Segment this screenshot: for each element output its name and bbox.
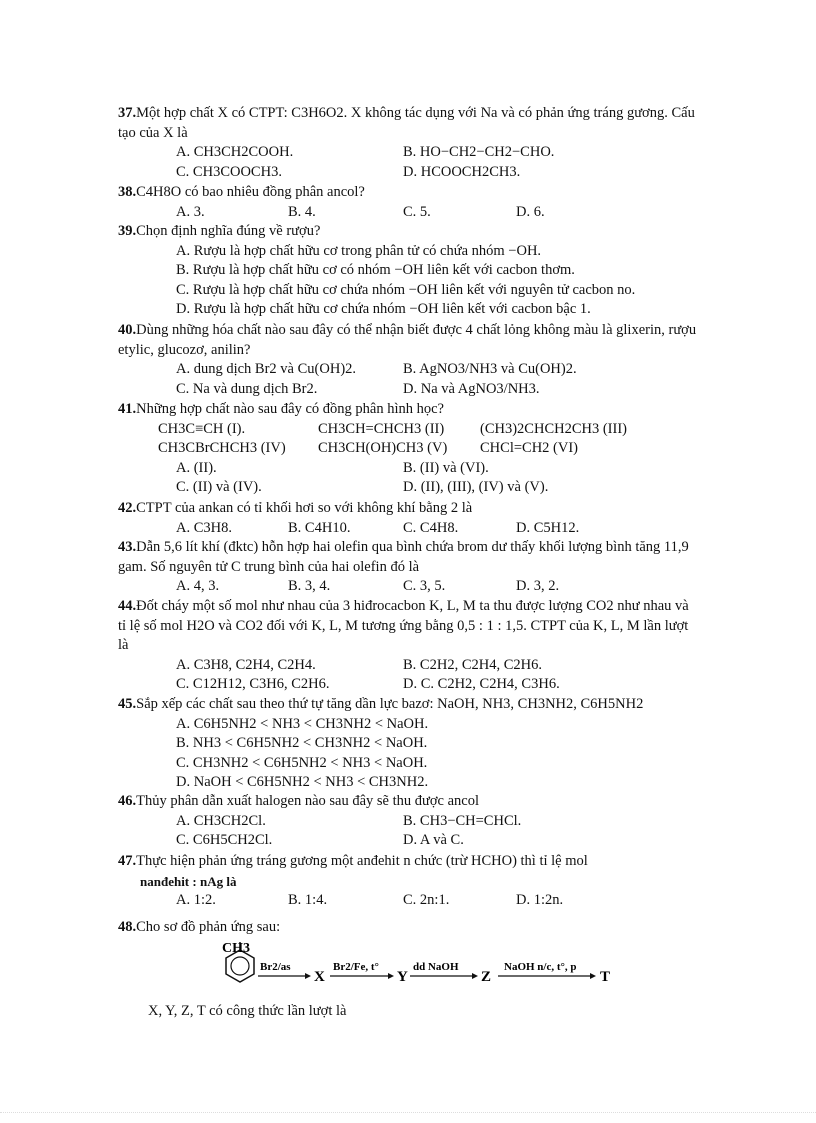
product-x: X bbox=[314, 969, 325, 985]
question-number: 48. bbox=[118, 919, 137, 935]
question-stem: Chọn định nghĩa đúng về rượu? bbox=[136, 223, 321, 239]
question-stem: Thủy phân dẫn xuất halogen nào sau đây sẽ thu được ancol bbox=[136, 793, 480, 809]
option-a: A. 1:2. bbox=[176, 892, 216, 908]
arrow-4-label: NaOH n/c, t°, p bbox=[504, 961, 577, 973]
option-b: B. HO−CH2−CH2−CHO. bbox=[403, 144, 555, 160]
option-d: D. 1:2n. bbox=[516, 892, 564, 908]
question-number: 45. bbox=[118, 696, 137, 712]
question-45 bbox=[118, 695, 698, 793]
option-a: A. CH3CH2Cl. bbox=[176, 812, 266, 829]
question-number: 44. bbox=[118, 598, 137, 614]
option-b: B. 1:4. bbox=[288, 892, 328, 908]
option-b: B. AgNO3/NH3 và Cu(OH)2. bbox=[403, 361, 577, 377]
option-b: B. NH3 < C6H5NH2 < CH3NH2 < NaOH. bbox=[176, 735, 428, 751]
question-stem: Dùng những hóa chất nào sau đây có thể nhận biết được 4 chất lỏng không màu là glixerin, rượu etylic, glucozơ, anilin? bbox=[118, 322, 697, 358]
option-a: A. C6H5NH2 < NH3 < CH3NH2 < NaOH. bbox=[176, 715, 429, 732]
compound-1: CH3C≡CH (I). bbox=[158, 420, 246, 437]
option-d: D. 3, 2. bbox=[516, 578, 560, 594]
option-a: A. CH3CH2COOH. bbox=[176, 144, 294, 160]
option-c: C. 2n:1. bbox=[403, 892, 450, 908]
option-b: B. (II) và (VI). bbox=[403, 459, 489, 476]
option-c: C. C12H12, C3H6, C2H6. bbox=[176, 676, 330, 692]
question-40 bbox=[118, 321, 698, 399]
option-c: C. CH3NH2 < C6H5NH2 < NH3 < NaOH. bbox=[176, 754, 428, 771]
option-b: B. 3, 4. bbox=[288, 578, 331, 594]
option-c: C. 5. bbox=[403, 203, 431, 220]
question-stem: C4H8O có bao nhiêu đồng phân ancol? bbox=[136, 184, 365, 200]
mole-ratio: nanđehit : nAg là bbox=[140, 873, 237, 889]
option-d: D. NaOH < C6H5NH2 < NH3 < CH3NH2. bbox=[176, 774, 429, 790]
option-a: A. Rượu là hợp chất hữu cơ trong phân tử có chứa nhóm −OH. bbox=[176, 242, 542, 259]
option-c: C. 3, 5. bbox=[403, 578, 446, 594]
question-46 bbox=[118, 792, 698, 851]
option-a: A. 3. bbox=[176, 203, 205, 220]
option-a: A. 4, 3. bbox=[176, 578, 220, 594]
question-stem: Cho sơ đồ phản ứng sau: bbox=[136, 919, 281, 935]
option-a: A. (II). bbox=[176, 459, 217, 476]
product-y: Y bbox=[397, 969, 408, 985]
option-b: B. C4H10. bbox=[288, 519, 351, 536]
followup-text: X, Y, Z, T có công thức lần lượt là bbox=[148, 1003, 347, 1019]
reaction-scheme-svg bbox=[210, 936, 630, 992]
question-number: 37. bbox=[118, 105, 137, 121]
product-z: Z bbox=[481, 969, 492, 985]
option-d: D. A và C. bbox=[403, 832, 464, 848]
option-c: C. Na và dung dịch Br2. bbox=[176, 380, 318, 397]
question-stem: Những hợp chất nào sau đây có đồng phân hình học? bbox=[136, 401, 444, 417]
question-42 bbox=[118, 499, 698, 538]
compound-4: CH3CBrCHCH3 (IV) bbox=[158, 440, 286, 456]
question-48 bbox=[118, 918, 698, 938]
question-stem: Đốt cháy một số mol như nhau của 3 hiđrocacbon K, L, M ta thu được lượng CO2 như nhau và tỉ lệ số mol H2O và CO2 đối với K, L, M tương ứng bằng 0,5 : 1 : 1,5. CTPT của K, L, M lần lượt là bbox=[118, 598, 689, 653]
compound-5: CH3CH(OH)CH3 (V) bbox=[318, 440, 448, 456]
arrow-2-head bbox=[388, 973, 394, 979]
option-d: D. Rượu là hợp chất hữu cơ chứa nhóm −OH liên kết với cacbon bậc 1. bbox=[176, 301, 591, 317]
question-47 bbox=[118, 852, 698, 911]
page-bottom-divider bbox=[0, 1112, 816, 1113]
question-number: 43. bbox=[118, 539, 137, 555]
option-d: D. (II), (III), (IV) và (V). bbox=[403, 479, 549, 495]
option-a: A. C3H8, C2H4, C2H4. bbox=[176, 656, 316, 673]
question-37 bbox=[118, 104, 698, 182]
question-number: 47. bbox=[118, 853, 137, 869]
option-c: C. C4H8. bbox=[403, 519, 459, 536]
question-number: 38. bbox=[118, 184, 137, 200]
question-number: 46. bbox=[118, 793, 137, 809]
product-t: T bbox=[600, 969, 611, 985]
methyl-substituent: CH3 bbox=[222, 941, 250, 956]
arrow-2-label: Br2/Fe, t° bbox=[333, 961, 379, 973]
question-number: 40. bbox=[118, 322, 137, 338]
question-38 bbox=[118, 183, 698, 222]
option-c: C. (II) và (IV). bbox=[176, 479, 262, 495]
option-c: C. CH3COOCH3. bbox=[176, 163, 282, 180]
arrow-1-label: Br2/as bbox=[260, 961, 291, 973]
question-41 bbox=[118, 400, 698, 498]
reaction-scheme bbox=[210, 936, 630, 992]
option-d: D. C5H12. bbox=[516, 519, 580, 536]
compound-6: CHCl=CH2 (VI) bbox=[480, 440, 578, 456]
question-48-followup bbox=[118, 1002, 698, 1022]
question-number: 42. bbox=[118, 500, 137, 516]
question-number: 41. bbox=[118, 401, 137, 417]
question-stem: Dẫn 5,6 lít khí (đktc) hỗn hợp hai olefin qua bình chứa brom dư thấy khối lượng bình tăng 11,9 gam. Số nguyên tử C trung bình của hai olefin đó là bbox=[118, 539, 689, 575]
option-b: B. Rượu là hợp chất hữu cơ có nhóm −OH liên kết với cacbon thơm. bbox=[176, 262, 575, 278]
option-d: D. 6. bbox=[516, 203, 545, 220]
arrow-1-head bbox=[305, 973, 311, 979]
question-stem: Một hợp chất X có CTPT: C3H6O2. X không tác dụng với Na và có phản ứng tráng gương. Cấu tạo của X là bbox=[118, 105, 695, 141]
option-b: B. CH3−CH=CHCl. bbox=[403, 812, 522, 829]
option-b: B. C2H2, C2H4, C2H6. bbox=[403, 656, 542, 673]
question-44 bbox=[118, 597, 698, 695]
question-number: 39. bbox=[118, 223, 137, 239]
question-stem: Sắp xếp các chất sau theo thứ tự tăng dần lực bazơ: NaOH, NH3, CH3NH2, C6H5NH2 bbox=[136, 696, 644, 712]
option-c: C. Rượu là hợp chất hữu cơ chứa nhóm −OH liên kết với nguyên tử cacbon no. bbox=[176, 281, 636, 298]
arrow-3-head bbox=[472, 973, 478, 979]
option-b: B. 4. bbox=[288, 203, 316, 220]
option-a: A. dung dịch Br2 và Cu(OH)2. bbox=[176, 361, 357, 377]
arrow-4-head bbox=[590, 973, 596, 979]
option-d: D. Na và AgNO3/NH3. bbox=[403, 380, 540, 397]
question-39 bbox=[118, 222, 698, 320]
question-43 bbox=[118, 538, 698, 597]
question-stem: CTPT của ankan có tỉ khối hơi so với không khí bằng 2 là bbox=[136, 500, 473, 516]
option-d: D. HCOOCH2CH3. bbox=[403, 163, 521, 180]
compound-3: (CH3)2CHCH2CH3 (III) bbox=[480, 420, 627, 437]
compound-2: CH3CH=CHCH3 (II) bbox=[318, 420, 445, 437]
arrow-3-label: dd NaOH bbox=[413, 961, 459, 973]
question-stem: Thực hiện phản ứng tráng gương một anđehit n chức (trừ HCHO) thì tỉ lệ mol bbox=[136, 853, 588, 869]
option-c: C. C6H5CH2Cl. bbox=[176, 832, 273, 848]
option-d: D. C. C2H2, C2H4, C3H6. bbox=[403, 676, 560, 692]
option-a: A. C3H8. bbox=[176, 519, 232, 536]
